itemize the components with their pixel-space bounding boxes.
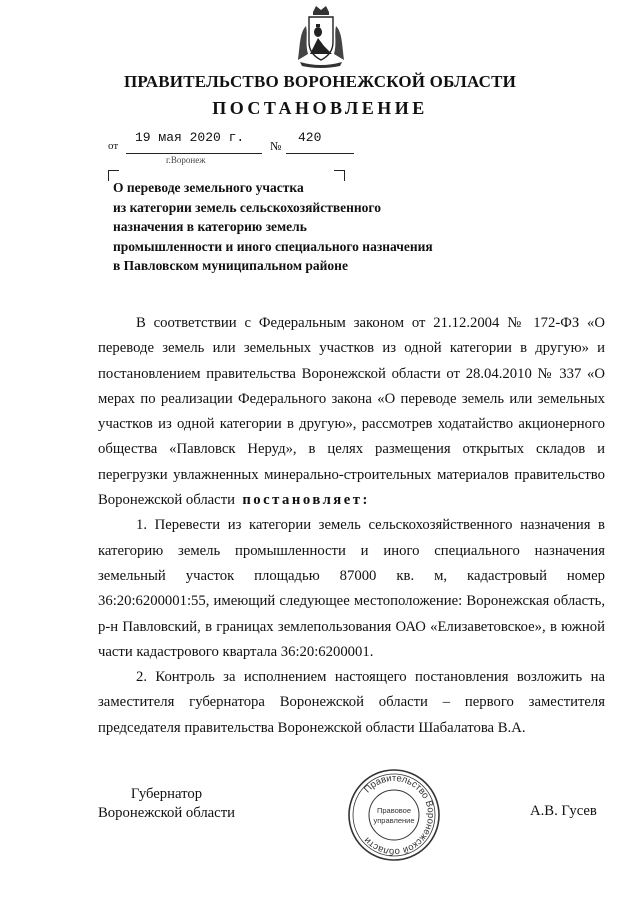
position-line: Губернатор [130, 786, 203, 802]
signatory-position [98, 785, 235, 823]
document-date: 19 мая 2020 г. [135, 130, 245, 145]
city-name: г.Воронеж [166, 155, 206, 165]
number-underline [286, 153, 354, 154]
subject-line: из категории земель сельскохозяйственного [113, 199, 381, 215]
subject-line: промышленности и иного специального назначения [113, 238, 433, 254]
item-2-paragraph: 2. Контроль за исполнением настоящего постановления возложить на заместителя губернатора Воронежской области – первого заместителя председателя правительства Воронежской области Шабалатова В.А. [98, 669, 605, 736]
date-prefix: от [108, 140, 119, 152]
preamble-paragraph [98, 311, 605, 513]
document-body [98, 311, 605, 741]
position-line: Воронежской области [98, 805, 235, 821]
subject-line: в Павловском муниципальном районе [113, 258, 348, 273]
signatory-name: А.В. Гусев [530, 803, 597, 819]
subject-line: О переводе земельного участка [113, 180, 304, 195]
stamp-ring-text: Правительство Воронежской области [361, 772, 437, 858]
resolves-word: постановляет: [242, 492, 370, 509]
stamp-center-line: Правовое [376, 806, 412, 815]
stamp-center-line: управление [373, 816, 415, 825]
coat-of-arms-emblem [296, 4, 346, 68]
document-subject [113, 178, 433, 276]
item-1-paragraph: 1. Перевести из категории земель сельскохозяйственного назначения в категорию земель промышленности и иного специального назначения земельный участок площадью 87000 кв. м, кадастровый номер 36:20:6200001:55, имеющий следующее местоположение: Воронежская область, р-н Павловский, в границах землепользования ОАО «Елизаветовское», в южной части кадастрового квартала 36:20:6200001. [98, 517, 605, 660]
legal-department-stamp [346, 767, 442, 863]
subject-line: назначения в категорию земель [113, 219, 307, 234]
number-sign: № [270, 139, 282, 153]
document-number: 420 [298, 130, 322, 145]
preamble-text: В соответствии с Федеральным законом от 21.12.2004 № 172-ФЗ «О переводе земель или земельных участков из одной категории в другую» и постановлением правительства Воронежской области от 28.04.2010 № 337 «О мерах по реализации Федерального закона «О переводе земель или земельных участков из одной категории в другую», рассмотрев ходатайство акционерного общества «Павловск Неруд», в целях размещения открытых складов и перегрузки увлажненных минерально-строительных материалов правительство Воронежской области [98, 315, 605, 509]
document-type: ПОСТАНОВЛЕНИЕ [212, 98, 428, 118]
date-underline [126, 153, 262, 154]
government-title: ПРАВИТЕЛЬСТВО ВОРОНЕЖСКОЙ ОБЛАСТИ [123, 72, 517, 91]
